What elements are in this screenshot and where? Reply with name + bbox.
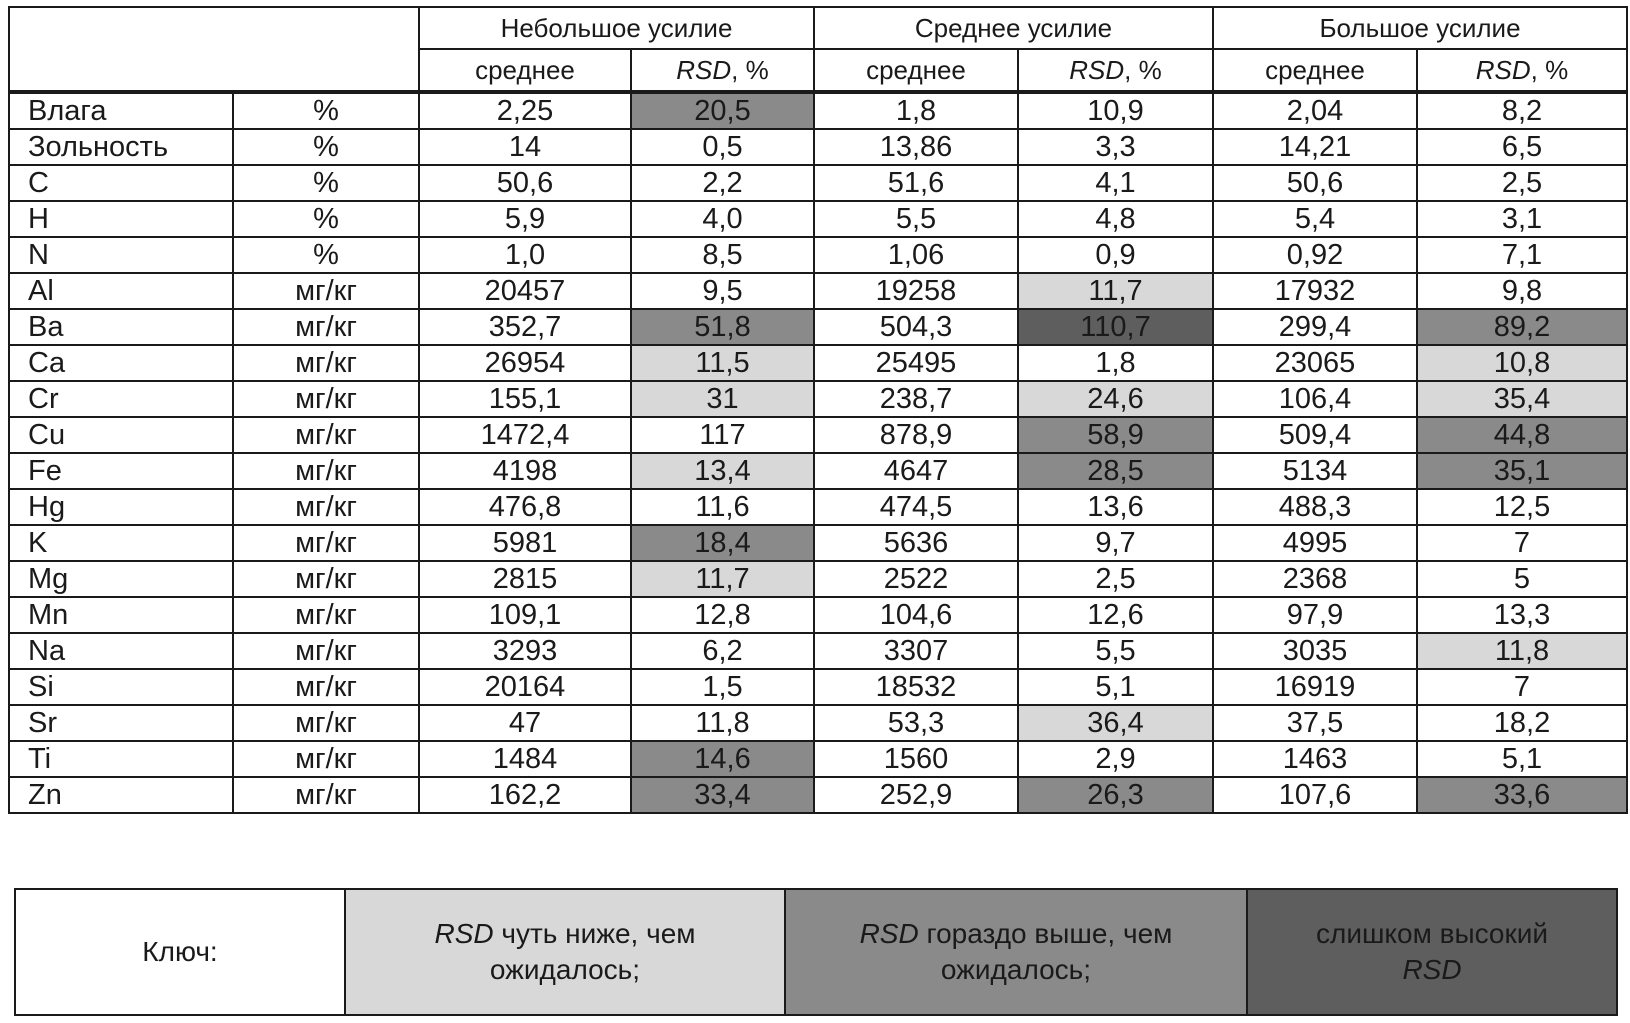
rsd-value: 12,8 xyxy=(631,597,814,633)
mean-value: 37,5 xyxy=(1213,705,1417,741)
rsd-value: 33,4 xyxy=(631,777,814,813)
rsd-value: 11,7 xyxy=(631,561,814,597)
rsd-value: 110,7 xyxy=(1018,309,1213,345)
rsd-value: 10,8 xyxy=(1417,345,1627,381)
parameter-unit: мг/кг xyxy=(233,525,419,561)
mean-value: 17932 xyxy=(1213,273,1417,309)
mean-value: 51,6 xyxy=(814,165,1018,201)
rsd-value: 2,9 xyxy=(1018,741,1213,777)
subheader-rsd xyxy=(631,49,814,92)
mean-value: 106,4 xyxy=(1213,381,1417,417)
rsd-suffix: , % xyxy=(1124,55,1162,85)
rsd-suffix: , % xyxy=(731,55,769,85)
rsd-value: 7,1 xyxy=(1417,237,1627,273)
mean-value: 50,6 xyxy=(419,165,631,201)
rsd-value: 9,8 xyxy=(1417,273,1627,309)
parameter-name: Fe xyxy=(9,453,233,489)
rsd-value: 5,1 xyxy=(1018,669,1213,705)
mean-value: 14 xyxy=(419,129,631,165)
mean-value: 5,5 xyxy=(814,201,1018,237)
mean-value: 20164 xyxy=(419,669,631,705)
parameter-name: Cr xyxy=(9,381,233,417)
legend-light-text xyxy=(434,916,695,988)
rsd-value: 7 xyxy=(1417,525,1627,561)
mean-value: 509,4 xyxy=(1213,417,1417,453)
legend-rsd-italic: RSD xyxy=(434,918,494,949)
mean-value: 1,0 xyxy=(419,237,631,273)
parameter-unit: мг/кг xyxy=(233,705,419,741)
rsd-value: 26,3 xyxy=(1018,777,1213,813)
subheader-mean: среднее xyxy=(1213,49,1417,92)
rsd-value: 11,8 xyxy=(1417,633,1627,669)
parameter-name: C xyxy=(9,165,233,201)
subheader-mean: среднее xyxy=(419,49,631,92)
parameter-unit: % xyxy=(233,201,419,237)
group-header-medium-force: Среднее усилие xyxy=(814,7,1213,49)
mean-value: 13,86 xyxy=(814,129,1018,165)
rsd-value: 2,2 xyxy=(631,165,814,201)
rsd-value: 18,2 xyxy=(1417,705,1627,741)
mean-value: 3035 xyxy=(1213,633,1417,669)
rsd-value: 35,1 xyxy=(1417,453,1627,489)
mean-value: 4995 xyxy=(1213,525,1417,561)
parameter-unit: мг/кг xyxy=(233,381,419,417)
parameter-name: K xyxy=(9,525,233,561)
parameter-unit: мг/кг xyxy=(233,597,419,633)
mean-value: 18532 xyxy=(814,669,1018,705)
group-header-small-force: Небольшое усилие xyxy=(419,7,814,49)
parameter-unit: % xyxy=(233,237,419,273)
rsd-suffix: , % xyxy=(1530,55,1569,85)
parameter-name: Ca xyxy=(9,345,233,381)
mean-value: 1463 xyxy=(1213,741,1417,777)
table-row xyxy=(9,165,1627,201)
legend-rsd-italic: RSD xyxy=(1402,954,1462,985)
rsd-value: 3,1 xyxy=(1417,201,1627,237)
table-row xyxy=(9,453,1627,489)
rsd-value: 13,4 xyxy=(631,453,814,489)
mean-value: 14,21 xyxy=(1213,129,1417,165)
legend-text-line1: чуть ниже, чем xyxy=(493,918,696,949)
mean-value: 0,92 xyxy=(1213,237,1417,273)
rsd-value: 1,8 xyxy=(1018,345,1213,381)
rsd-value: 5,1 xyxy=(1417,741,1627,777)
table-row xyxy=(9,237,1627,273)
results-table xyxy=(8,6,1628,814)
rsd-value: 11,5 xyxy=(631,345,814,381)
mean-value: 23065 xyxy=(1213,345,1417,381)
rsd-value: 5 xyxy=(1417,561,1627,597)
mean-value: 19258 xyxy=(814,273,1018,309)
mean-value: 104,6 xyxy=(814,597,1018,633)
parameter-name: Ba xyxy=(9,309,233,345)
parameter-unit: мг/кг xyxy=(233,669,419,705)
legend-text-line2: ожидалось; xyxy=(940,954,1092,985)
rsd-value: 33,6 xyxy=(1417,777,1627,813)
subheader-rsd xyxy=(1417,49,1627,92)
rsd-value: 9,5 xyxy=(631,273,814,309)
rsd-value: 36,4 xyxy=(1018,705,1213,741)
table-row xyxy=(9,777,1627,813)
rsd-value: 24,6 xyxy=(1018,381,1213,417)
parameter-unit: % xyxy=(233,129,419,165)
subheader-mean: среднее xyxy=(814,49,1018,92)
table-row xyxy=(9,92,1627,129)
mean-value: 47 xyxy=(419,705,631,741)
table-body xyxy=(9,92,1627,813)
rsd-value: 5,5 xyxy=(1018,633,1213,669)
rsd-value: 9,7 xyxy=(1018,525,1213,561)
parameter-name: Na xyxy=(9,633,233,669)
rsd-value: 4,0 xyxy=(631,201,814,237)
mean-value: 352,7 xyxy=(419,309,631,345)
mean-value: 504,3 xyxy=(814,309,1018,345)
rsd-value: 8,2 xyxy=(1417,92,1627,129)
parameter-name: Влага xyxy=(9,92,233,129)
rsd-value: 31 xyxy=(631,381,814,417)
parameter-name: H xyxy=(9,201,233,237)
parameter-unit: мг/кг xyxy=(233,417,419,453)
parameter-name: Hg xyxy=(9,489,233,525)
parameter-name: Mg xyxy=(9,561,233,597)
legend-key-text: Ключ: xyxy=(142,936,218,967)
parameter-name: Mn xyxy=(9,597,233,633)
table-row xyxy=(9,417,1627,453)
parameter-unit: % xyxy=(233,165,419,201)
legend-dark-swatch xyxy=(1248,890,1616,1014)
table-row xyxy=(9,561,1627,597)
table-row xyxy=(9,525,1627,561)
mean-value: 16919 xyxy=(1213,669,1417,705)
rsd-value: 117 xyxy=(631,417,814,453)
rsd-value: 13,3 xyxy=(1417,597,1627,633)
legend-text-line1: гораздо выше, чем xyxy=(918,918,1173,949)
rsd-value: 12,5 xyxy=(1417,489,1627,525)
table-row xyxy=(9,633,1627,669)
mean-value: 155,1 xyxy=(419,381,631,417)
table-row xyxy=(9,309,1627,345)
mean-value: 162,2 xyxy=(419,777,631,813)
rsd-value: 1,5 xyxy=(631,669,814,705)
mean-value: 878,9 xyxy=(814,417,1018,453)
table-row xyxy=(9,489,1627,525)
rsd-value: 4,1 xyxy=(1018,165,1213,201)
rsd-value: 14,6 xyxy=(631,741,814,777)
mean-value: 3293 xyxy=(419,633,631,669)
rsd-value: 28,5 xyxy=(1018,453,1213,489)
parameter-unit: мг/кг xyxy=(233,273,419,309)
mean-value: 50,6 xyxy=(1213,165,1417,201)
rsd-value: 89,2 xyxy=(1417,309,1627,345)
mean-value: 238,7 xyxy=(814,381,1018,417)
rsd-value: 10,9 xyxy=(1018,92,1213,129)
subheader-rsd xyxy=(1018,49,1213,92)
rsd-value: 58,9 xyxy=(1018,417,1213,453)
parameter-name: Cu xyxy=(9,417,233,453)
legend-mid-swatch xyxy=(786,890,1248,1014)
mean-value: 1472,4 xyxy=(419,417,631,453)
mean-value: 299,4 xyxy=(1213,309,1417,345)
rsd-value: 35,4 xyxy=(1417,381,1627,417)
mean-value: 5636 xyxy=(814,525,1018,561)
legend-key xyxy=(14,888,1618,1016)
rsd-italic: RSD xyxy=(676,55,732,85)
legend-key-label xyxy=(16,890,346,1014)
table-row xyxy=(9,201,1627,237)
mean-value: 4647 xyxy=(814,453,1018,489)
mean-value: 5,4 xyxy=(1213,201,1417,237)
mean-value: 5,9 xyxy=(419,201,631,237)
rsd-italic: RSD xyxy=(1069,55,1125,85)
rsd-value: 11,6 xyxy=(631,489,814,525)
group-header-large-force: Большое усилие xyxy=(1213,7,1627,49)
parameter-unit: мг/кг xyxy=(233,741,419,777)
mean-value: 26954 xyxy=(419,345,631,381)
parameter-unit: мг/кг xyxy=(233,345,419,381)
rsd-value: 4,8 xyxy=(1018,201,1213,237)
mean-value: 5134 xyxy=(1213,453,1417,489)
parameter-name: Al xyxy=(9,273,233,309)
rsd-value: 51,8 xyxy=(631,309,814,345)
rsd-value: 8,5 xyxy=(631,237,814,273)
legend-dark-text xyxy=(1316,916,1548,988)
table-row xyxy=(9,669,1627,705)
mean-value: 2,25 xyxy=(419,92,631,129)
mean-value: 488,3 xyxy=(1213,489,1417,525)
parameter-unit: мг/кг xyxy=(233,633,419,669)
mean-value: 97,9 xyxy=(1213,597,1417,633)
parameter-name: N xyxy=(9,237,233,273)
mean-value: 474,5 xyxy=(814,489,1018,525)
mean-value: 2815 xyxy=(419,561,631,597)
parameter-unit: мг/кг xyxy=(233,489,419,525)
mean-value: 1484 xyxy=(419,741,631,777)
rsd-value: 0,5 xyxy=(631,129,814,165)
rsd-value: 11,8 xyxy=(631,705,814,741)
mean-value: 4198 xyxy=(419,453,631,489)
mean-value: 1,06 xyxy=(814,237,1018,273)
mean-value: 1,8 xyxy=(814,92,1018,129)
parameter-name: Ti xyxy=(9,741,233,777)
parameter-unit: мг/кг xyxy=(233,561,419,597)
mean-value: 252,9 xyxy=(814,777,1018,813)
rsd-value: 7 xyxy=(1417,669,1627,705)
table-row xyxy=(9,381,1627,417)
mean-value: 2,04 xyxy=(1213,92,1417,129)
legend-text-line1: слишком высокий xyxy=(1315,918,1549,949)
parameter-unit: мг/кг xyxy=(233,777,419,813)
rsd-value: 6,5 xyxy=(1417,129,1627,165)
table-row xyxy=(9,129,1627,165)
mean-value: 53,3 xyxy=(814,705,1018,741)
mean-value: 2522 xyxy=(814,561,1018,597)
parameter-unit: мг/кг xyxy=(233,309,419,345)
mean-value: 25495 xyxy=(814,345,1018,381)
parameter-name: Зольность xyxy=(9,129,233,165)
parameter-unit: мг/кг xyxy=(233,453,419,489)
rsd-value: 12,6 xyxy=(1018,597,1213,633)
mean-value: 1560 xyxy=(814,741,1018,777)
legend-mid-text xyxy=(860,916,1173,988)
rsd-value: 18,4 xyxy=(631,525,814,561)
corner-cell xyxy=(9,7,419,92)
mean-value: 3307 xyxy=(814,633,1018,669)
mean-value: 107,6 xyxy=(1213,777,1417,813)
rsd-value: 0,9 xyxy=(1018,237,1213,273)
rsd-value: 3,3 xyxy=(1018,129,1213,165)
mean-value: 5981 xyxy=(419,525,631,561)
mean-value: 109,1 xyxy=(419,597,631,633)
mean-value: 20457 xyxy=(419,273,631,309)
rsd-value: 11,7 xyxy=(1018,273,1213,309)
table-row xyxy=(9,345,1627,381)
table-row xyxy=(9,597,1627,633)
rsd-value: 13,6 xyxy=(1018,489,1213,525)
legend-light-swatch xyxy=(346,890,786,1014)
mean-value: 2368 xyxy=(1213,561,1417,597)
table-row xyxy=(9,705,1627,741)
table-row xyxy=(9,273,1627,309)
rsd-value: 44,8 xyxy=(1417,417,1627,453)
parameter-name: Si xyxy=(9,669,233,705)
table-row xyxy=(9,741,1627,777)
rsd-value: 20,5 xyxy=(631,92,814,129)
parameter-name: Sr xyxy=(9,705,233,741)
legend-rsd-italic: RSD xyxy=(859,918,919,949)
rsd-value: 2,5 xyxy=(1018,561,1213,597)
rsd-value: 2,5 xyxy=(1417,165,1627,201)
mean-value: 476,8 xyxy=(419,489,631,525)
parameter-unit: % xyxy=(233,92,419,129)
rsd-value: 6,2 xyxy=(631,633,814,669)
legend-text-line2: ожидалось; xyxy=(489,954,641,985)
rsd-italic: RSD xyxy=(1475,55,1531,85)
parameter-name: Zn xyxy=(9,777,233,813)
